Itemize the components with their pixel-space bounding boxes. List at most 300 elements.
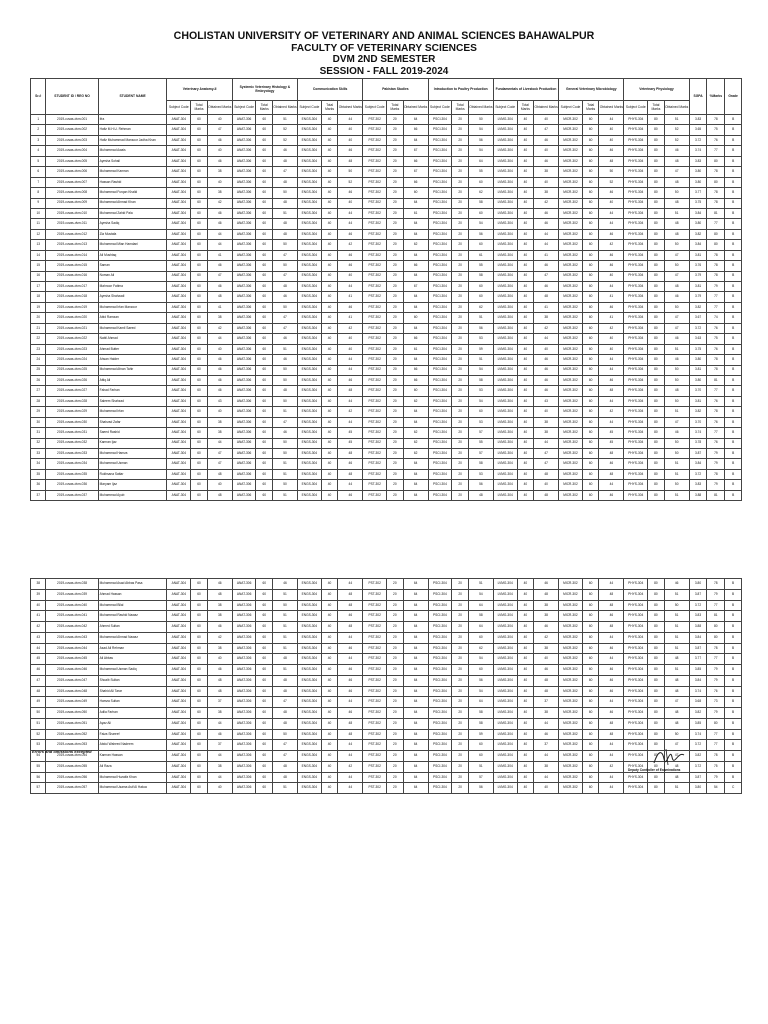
subject-obtained-marks: 64 <box>403 417 428 427</box>
subject-obtained-marks: 46 <box>338 643 363 654</box>
subject-code: PSCI-304 <box>428 751 452 762</box>
subject-obtained-marks: 44 <box>207 240 232 250</box>
subject-code: LVMG-304 <box>493 407 517 417</box>
subject-code: ANAT-304 <box>167 449 191 459</box>
serial-number: 22 <box>31 334 46 344</box>
subject-obtained-marks: 46 <box>599 665 624 676</box>
sgpa-value: 3.75 <box>689 198 707 208</box>
subject-code-header: Subject Code <box>298 101 322 115</box>
student-name: Asad Ali Rehman <box>98 643 167 654</box>
subject-obtained-marks: 61 <box>468 250 493 260</box>
subject-obtained-marks: 51 <box>664 589 689 600</box>
subject-total-marks: 80 <box>648 579 665 590</box>
subject-total-marks: 40 <box>517 761 534 772</box>
subject-code: PST-302 <box>363 313 387 323</box>
table-row <box>31 323 742 333</box>
sgpa-value: 3.80 <box>689 579 707 590</box>
subject-total-marks: 80 <box>648 125 665 135</box>
student-id: 2019-cuvas-dvm-011 <box>46 219 98 229</box>
subject-obtained-marks: 50 <box>273 729 298 740</box>
subject-code: ANAT-306 <box>232 665 256 676</box>
subject-total-marks: 40 <box>321 208 338 218</box>
grade-header: Grade <box>725 79 742 115</box>
subject-total-marks: 60 <box>191 686 208 697</box>
subject-total-marks: 60 <box>191 697 208 708</box>
grade-value: B <box>725 718 742 729</box>
table-row <box>31 407 742 417</box>
subject-code: PSCI-304 <box>428 686 452 697</box>
subject-obtained-marks: 64 <box>403 229 428 239</box>
subject-obtained-marks: 48 <box>338 156 363 166</box>
subject-obtained-marks: 64 <box>403 407 428 417</box>
subject-obtained-marks: 54 <box>468 686 493 697</box>
subject-code: ANAT-306 <box>232 643 256 654</box>
subject-total-marks: 60 <box>582 219 599 229</box>
subject-obtained-marks: 64 <box>468 622 493 633</box>
subject-obtained-marks: 40 <box>599 125 624 135</box>
total-marks-header: Total Marks <box>452 101 469 115</box>
subject-obtained-marks: 42 <box>207 198 232 208</box>
subject-obtained-marks: 60 <box>468 751 493 762</box>
sgpa-value: 3.74 <box>689 428 707 438</box>
subject-total-marks: 80 <box>648 740 665 751</box>
percent-marks-value: 79 <box>707 282 725 292</box>
subject-obtained-marks: 66 <box>403 365 428 375</box>
subject-total-marks: 40 <box>321 407 338 417</box>
subject-code: LVMG-304 <box>493 686 517 697</box>
subject-code: PST-302 <box>363 718 387 729</box>
subject-total-marks: 60 <box>582 665 599 676</box>
subject-code: PHYS-304 <box>624 271 648 281</box>
subject-code: ANAT-306 <box>232 718 256 729</box>
subject-obtained-marks: 64 <box>403 718 428 729</box>
subject-obtained-marks: 44 <box>207 751 232 762</box>
student-name: Muhammad Rashid Nawaz <box>98 611 167 622</box>
subject-code: ANAT-306 <box>232 156 256 166</box>
sgpa-value: 3.83 <box>689 115 707 125</box>
subject-code: ENGS-304 <box>298 344 322 354</box>
subject-obtained-marks: 44 <box>338 365 363 375</box>
subject-obtained-marks: 44 <box>534 772 559 783</box>
subject-total-marks: 40 <box>517 229 534 239</box>
subject-total-marks: 80 <box>648 313 665 323</box>
subject-obtained-marks: 44 <box>599 355 624 365</box>
subject-obtained-marks: 47 <box>664 751 689 762</box>
subject-obtained-marks: 46 <box>599 261 624 271</box>
subject-total-marks: 40 <box>321 167 338 177</box>
serial-number: 23 <box>31 344 46 354</box>
sgpa-value: 3.77 <box>689 654 707 665</box>
subject-code: PSCI-304 <box>428 188 452 198</box>
subject-code: ANAT-304 <box>167 490 191 500</box>
subject-code: ANAT-306 <box>232 229 256 239</box>
subject-code: PSCI-304 <box>428 282 452 292</box>
subject-obtained-marks: 51 <box>664 115 689 125</box>
serial-number: 8 <box>31 188 46 198</box>
subject-total-marks: 20 <box>452 240 469 250</box>
subject-total-marks: 40 <box>321 589 338 600</box>
subject-obtained-marks: 46 <box>534 282 559 292</box>
subject-obtained-marks: 44 <box>599 654 624 665</box>
subject-code: ENGS-304 <box>298 323 322 333</box>
subject-total-marks: 20 <box>452 751 469 762</box>
serial-number: 15 <box>31 261 46 271</box>
sgpa-value: 3.84 <box>689 240 707 250</box>
subject-obtained-marks: 48 <box>664 219 689 229</box>
subject-obtained-marks: 37 <box>534 740 559 751</box>
grade-value: B <box>725 675 742 686</box>
subject-total-marks: 60 <box>256 261 273 271</box>
subject-obtained-marks: 40 <box>338 198 363 208</box>
subject-code: PSCI-304 <box>428 198 452 208</box>
subject-obtained-marks: 51 <box>664 783 689 794</box>
subject-obtained-marks: 51 <box>273 783 298 794</box>
subject-obtained-marks: 53 <box>468 417 493 427</box>
subject-obtained-marks: 58 <box>468 459 493 469</box>
subject-obtained-marks: 44 <box>338 697 363 708</box>
subject-obtained-marks: 46 <box>664 579 689 590</box>
subject-total-marks: 20 <box>387 490 404 500</box>
subject-obtained-marks: 46 <box>207 219 232 229</box>
subject-code: MICR-302 <box>559 219 583 229</box>
subject-obtained-marks: 48 <box>338 386 363 396</box>
percent-marks-value: 75 <box>707 125 725 135</box>
student-id: 2019-cuvas-dvm-054 <box>46 751 98 762</box>
subject-obtained-marks: 38 <box>534 761 559 772</box>
subject-obtained-marks: 54 <box>468 146 493 156</box>
percent-marks-value: 76 <box>707 135 725 145</box>
subject-obtained-marks: 44 <box>599 740 624 751</box>
subject-obtained-marks: 46 <box>273 355 298 365</box>
subject-total-marks: 60 <box>191 675 208 686</box>
subject-code: PHYS-304 <box>624 665 648 676</box>
subject-total-marks: 20 <box>387 783 404 794</box>
grade-value: B <box>725 167 742 177</box>
subject-code: PST-302 <box>363 490 387 500</box>
subject-total-marks: 80 <box>648 632 665 643</box>
subject-total-marks: 80 <box>648 772 665 783</box>
subject-total-marks: 20 <box>387 135 404 145</box>
subject-total-marks: 20 <box>452 375 469 385</box>
subject-code: ANAT-306 <box>232 250 256 260</box>
subject-code: ANAT-306 <box>232 589 256 600</box>
subject-code: PSCI-304 <box>428 261 452 271</box>
subject-total-marks: 60 <box>191 396 208 406</box>
sgpa-value: 3.81 <box>689 282 707 292</box>
subject-obtained-marks: 38 <box>534 417 559 427</box>
subject-code: PHYS-304 <box>624 198 648 208</box>
subject-code: ANAT-306 <box>232 469 256 479</box>
serial-number: 52 <box>31 729 46 740</box>
subject-obtained-marks: 48 <box>599 718 624 729</box>
subject-obtained-marks: 40 <box>207 344 232 354</box>
grade-value: B <box>725 449 742 459</box>
serial-number: 34 <box>31 459 46 469</box>
subject-total-marks: 60 <box>582 675 599 686</box>
subject-obtained-marks: 50 <box>664 261 689 271</box>
subject-obtained-marks: 46 <box>207 365 232 375</box>
subject-obtained-marks: 58 <box>468 708 493 719</box>
subject-total-marks: 40 <box>517 686 534 697</box>
subject-code: PST-302 <box>363 686 387 697</box>
subject-obtained-marks: 46 <box>207 622 232 633</box>
subject-obtained-marks: 51 <box>273 344 298 354</box>
subject-total-marks: 20 <box>387 686 404 697</box>
sgpa-value: 3.87 <box>689 643 707 654</box>
percent-marks-value: 80 <box>707 240 725 250</box>
subject-obtained-marks: 38 <box>207 167 232 177</box>
subject-total-marks: 40 <box>517 600 534 611</box>
subject-code: ANAT-306 <box>232 135 256 145</box>
subject-obtained-marks: 46 <box>338 261 363 271</box>
grade-value: B <box>725 761 742 772</box>
subject-obtained-marks: 44 <box>534 334 559 344</box>
subject-obtained-marks: 45 <box>338 438 363 448</box>
subject-code: PST-302 <box>363 125 387 135</box>
subject-total-marks: 60 <box>191 708 208 719</box>
subject-obtained-marks: 40 <box>207 654 232 665</box>
student-id: 2019-cuvas-dvm-052 <box>46 729 98 740</box>
subject-code: PHYS-304 <box>624 729 648 740</box>
subject-total-marks: 60 <box>191 643 208 654</box>
subject-code: LVMG-304 <box>493 188 517 198</box>
subject-code: ANAT-306 <box>232 579 256 590</box>
subject-obtained-marks: 44 <box>338 208 363 218</box>
program-title: DVM 2ND SEMESTER <box>332 54 436 66</box>
student-id: 2019-cuvas-dvm-034 <box>46 459 98 469</box>
percent-marks-value: 77 <box>707 292 725 302</box>
student-id: 2019-cuvas-dvm-015 <box>46 261 98 271</box>
subject-code: LVMG-304 <box>493 313 517 323</box>
subject-total-marks: 20 <box>452 282 469 292</box>
subject-code: MICR-302 <box>559 188 583 198</box>
serial-number: 18 <box>31 292 46 302</box>
subject-obtained-marks: 40 <box>338 271 363 281</box>
subject-total-marks: 20 <box>452 135 469 145</box>
subject-total-marks: 20 <box>452 579 469 590</box>
student-id: 2019-cuvas-dvm-026 <box>46 375 98 385</box>
total-marks-header: Total Marks <box>321 101 338 115</box>
subject-code: PST-302 <box>363 589 387 600</box>
student-name: Saleem Shahzad <box>98 396 167 406</box>
subject-obtained-marks: 46 <box>534 622 559 633</box>
subject-code: ENGS-304 <box>298 772 322 783</box>
subject-obtained-marks: 50 <box>273 365 298 375</box>
subject-code: MICR-302 <box>559 292 583 302</box>
subject-total-marks: 40 <box>321 783 338 794</box>
subject-obtained-marks: 64 <box>403 589 428 600</box>
subject-total-marks: 60 <box>191 355 208 365</box>
subject-code: LVMG-304 <box>493 697 517 708</box>
grade-value: B <box>725 459 742 469</box>
grade-value: B <box>725 313 742 323</box>
subject-obtained-marks: 42 <box>338 240 363 250</box>
subject-total-marks: 20 <box>452 125 469 135</box>
subject-total-marks: 20 <box>387 208 404 218</box>
subject-obtained-marks: 47 <box>664 740 689 751</box>
subject-total-marks: 40 <box>517 632 534 643</box>
subject-code: ANAT-304 <box>167 302 191 312</box>
subject-code: MICR-302 <box>559 459 583 469</box>
subject-obtained-marks: 46 <box>534 665 559 676</box>
table-row <box>31 292 742 302</box>
subject-code: ANAT-304 <box>167 480 191 490</box>
sgpa-value: 3.70 <box>689 386 707 396</box>
subject-obtained-marks: 38 <box>207 643 232 654</box>
subject-code: LVMG-304 <box>493 271 517 281</box>
subject-total-marks: 60 <box>582 490 599 500</box>
subject-obtained-marks: 42 <box>534 632 559 643</box>
subject-obtained-marks: 40 <box>338 344 363 354</box>
subject-obtained-marks: 40 <box>338 135 363 145</box>
subject-obtained-marks: 44 <box>338 740 363 751</box>
subject-code: ANAT-304 <box>167 115 191 125</box>
subject-total-marks: 20 <box>452 490 469 500</box>
subject-code: ANAT-306 <box>232 302 256 312</box>
subject-code: PHYS-304 <box>624 438 648 448</box>
subject-code: PST-302 <box>363 622 387 633</box>
subject-total-marks: 60 <box>256 622 273 633</box>
subject-obtained-marks: 48 <box>599 449 624 459</box>
percent-marks-value: 77 <box>707 386 725 396</box>
serial-number: 41 <box>31 611 46 622</box>
subject-obtained-marks: 64 <box>403 469 428 479</box>
sgpa-value: 3.81 <box>689 365 707 375</box>
subject-total-marks: 20 <box>452 323 469 333</box>
subject-obtained-marks: 46 <box>599 459 624 469</box>
subject-obtained-marks: 51 <box>664 208 689 218</box>
subject-obtained-marks: 51 <box>273 469 298 479</box>
subject-total-marks: 60 <box>191 250 208 260</box>
subject-total-marks: 60 <box>191 240 208 250</box>
subject-obtained-marks: 38 <box>534 600 559 611</box>
subject-code: ENGS-304 <box>298 643 322 654</box>
subject-obtained-marks: 44 <box>599 417 624 427</box>
student-name: Ali Mushtaq <box>98 250 167 260</box>
obtained-marks-header: Obtained Marks <box>338 101 363 115</box>
subject-total-marks: 60 <box>256 751 273 762</box>
subject-total-marks: 40 <box>321 708 338 719</box>
subject-obtained-marks: 50 <box>664 480 689 490</box>
subject-total-marks: 40 <box>321 302 338 312</box>
subject-total-marks: 80 <box>648 355 665 365</box>
subject-obtained-marks: 44 <box>207 718 232 729</box>
subject-total-marks: 60 <box>256 125 273 135</box>
student-id: 2019-cuvas-dvm-046 <box>46 665 98 676</box>
subject-obtained-marks: 64 <box>403 783 428 794</box>
subject-obtained-marks: 46 <box>273 579 298 590</box>
table-row <box>31 589 742 600</box>
student-name: Abdul Waheed Nadeem <box>98 740 167 751</box>
subject-total-marks: 60 <box>582 240 599 250</box>
subject-obtained-marks: 46 <box>338 708 363 719</box>
subject-total-marks: 80 <box>648 365 665 375</box>
table-row <box>31 654 742 665</box>
percent-marks-value: 78 <box>707 643 725 654</box>
subject-obtained-marks: 64 <box>403 219 428 229</box>
subject-code: PST-302 <box>363 250 387 260</box>
grade-value: B <box>725 772 742 783</box>
subject-code: MICR-302 <box>559 115 583 125</box>
subject-obtained-marks: 47 <box>664 271 689 281</box>
table-row <box>31 428 742 438</box>
subject-obtained-marks: 64 <box>403 250 428 260</box>
subject-code: PHYS-304 <box>624 156 648 166</box>
subject-obtained-marks: 46 <box>664 292 689 302</box>
subject-code: PSCI-304 <box>428 665 452 676</box>
subject-total-marks: 20 <box>387 632 404 643</box>
subject-code: ANAT-304 <box>167 313 191 323</box>
subject-obtained-marks: 48 <box>207 686 232 697</box>
subject-total-marks: 60 <box>191 302 208 312</box>
subject-code: PSCI-304 <box>428 386 452 396</box>
disclaimer-note: Errors and omissions excepted <box>32 749 92 754</box>
sgpa-value: 3.72 <box>689 740 707 751</box>
subject-obtained-marks: 60 <box>468 632 493 643</box>
subject-obtained-marks: 44 <box>534 438 559 448</box>
subject-total-marks: 60 <box>582 697 599 708</box>
subject-obtained-marks: 46 <box>534 219 559 229</box>
subject-total-marks: 60 <box>256 654 273 665</box>
subject-code: PST-302 <box>363 611 387 622</box>
subject-obtained-marks: 44 <box>534 718 559 729</box>
subject-total-marks: 20 <box>387 146 404 156</box>
subject-code: PSCI-304 <box>428 772 452 783</box>
subject-code: ANAT-304 <box>167 417 191 427</box>
table-row <box>31 282 742 292</box>
subject-obtained-marks: 54 <box>468 396 493 406</box>
subject-total-marks: 60 <box>256 729 273 740</box>
subject-code-header: Subject Code <box>232 101 256 115</box>
subject-code: PSCI-304 <box>428 219 452 229</box>
subject-obtained-marks: 48 <box>207 490 232 500</box>
subject-total-marks: 80 <box>648 428 665 438</box>
subject-code: MICR-302 <box>559 313 583 323</box>
subject-total-marks: 80 <box>648 229 665 239</box>
subject-obtained-marks: 44 <box>207 229 232 239</box>
subject-obtained-marks: 44 <box>599 115 624 125</box>
subject-obtained-marks: 48 <box>273 772 298 783</box>
student-name: Nabil Ahmad <box>98 334 167 344</box>
student-id: 2019-cuvas-dvm-025 <box>46 365 98 375</box>
subject-total-marks: 60 <box>582 643 599 654</box>
subject-code: PST-302 <box>363 177 387 187</box>
subject-code: PSCI-304 <box>428 313 452 323</box>
subject-total-marks: 20 <box>452 344 469 354</box>
subject-obtained-marks: 54 <box>468 365 493 375</box>
subject-obtained-marks: 48 <box>599 469 624 479</box>
subject-code: MICR-302 <box>559 365 583 375</box>
subject-total-marks: 80 <box>648 375 665 385</box>
subject-total-marks: 80 <box>648 589 665 600</box>
subject-code: ENGS-304 <box>298 740 322 751</box>
student-id: 2019-cuvas-dvm-056 <box>46 772 98 783</box>
subject-code: ANAT-304 <box>167 751 191 762</box>
subject-obtained-marks: 46 <box>338 665 363 676</box>
subject-total-marks: 40 <box>517 751 534 762</box>
subject-code: ENGS-304 <box>298 611 322 622</box>
subject-obtained-marks: 56 <box>468 323 493 333</box>
subject-obtained-marks: 64 <box>403 135 428 145</box>
table-row <box>31 643 742 654</box>
serial-number: 57 <box>31 783 46 794</box>
subject-total-marks: 20 <box>387 417 404 427</box>
subject-total-marks: 20 <box>387 229 404 239</box>
subject-obtained-marks: 46 <box>338 490 363 500</box>
subject-code: MICR-302 <box>559 740 583 751</box>
subject-total-marks: 60 <box>191 654 208 665</box>
subject-total-marks: 20 <box>387 718 404 729</box>
